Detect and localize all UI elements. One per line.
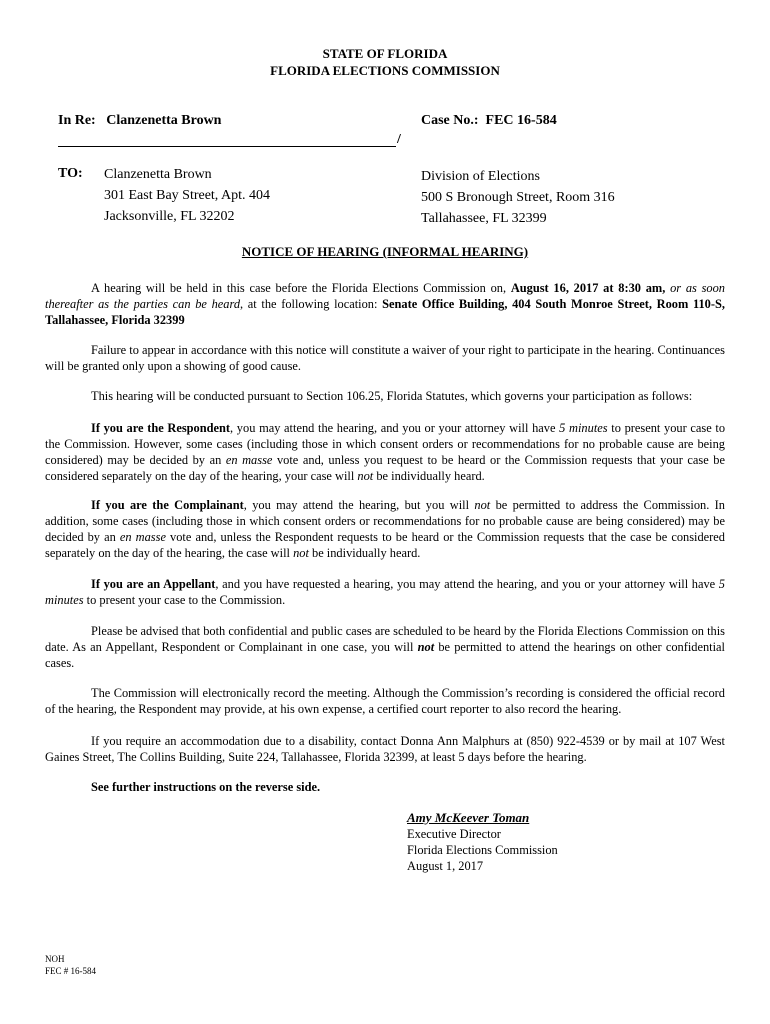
signature-date: August 1, 2017 (407, 859, 484, 873)
p4-text-b: to present your case to the Commission. However, some cases (including those in which consent orders or recommendations for no probable cause are being considered) may be decided by an (45, 421, 726, 467)
footer-line1: NOH (45, 954, 65, 964)
paragraph-complainant (45, 497, 725, 561)
hearing-location: Senate Office Building, 404 South Monroe Street, Room 110-S, Tallahassee, Florida 32399 (45, 297, 725, 327)
p5-not-1: not (474, 498, 491, 512)
case-label: Case No.: (421, 113, 479, 128)
p4-not: not (357, 469, 374, 483)
signer-title: Executive Director (407, 827, 501, 841)
signature-block (407, 810, 558, 874)
case-number-block (421, 113, 557, 129)
p4-en-masse: en masse (225, 453, 273, 467)
respondent-minutes: 5 minutes (559, 421, 608, 435)
to-label: TO: (58, 166, 83, 181)
in-re-name: Clanzenetta Brown (106, 113, 222, 128)
copy-address (421, 166, 615, 229)
signer-org: Florida Elections Commission (407, 843, 558, 857)
p9-text: If you require an accommodation due to a disability, contact Donna Ann Malphurs at (850) 922-4539 or by mail at 107 West Gaines Street, The Collins Building, Suite 224, Tallahassee, Florida 32399, at least 5 days before the hearing. (45, 734, 725, 764)
copy-street: 500 S Bronough Street, Room 316 (421, 190, 615, 205)
caption-rule (58, 146, 396, 147)
p7-text-a: Please be advised that both confidential and public cases are scheduled to be heard by the Florida Elections Commission on this date. As an Appellant, Respondent or Complainant in one case, you will (45, 624, 725, 654)
p5-text-b: be permitted to address the Commission. In addition, some cases (including those in which consent orders or recommendations for no probable cause are being considered) may be decided by an (45, 498, 725, 544)
paragraph-hearing-date (45, 280, 725, 328)
p5-not-2: not (293, 546, 309, 560)
footer-line2: FEC # 16-584 (45, 966, 97, 976)
footer (45, 953, 96, 977)
copy-city: Tallahassee, FL 32399 (421, 211, 547, 226)
appellant-minutes: 5 minutes (45, 577, 725, 607)
p6-text-b: to present your case to the Commission. (83, 593, 286, 607)
appellant-lead: If you are an Appellant (91, 577, 216, 591)
copy-name: Division of Elections (421, 169, 540, 184)
p4-text-d: be individually heard. (373, 469, 485, 483)
p8-text: The Commission will electronically record the meeting. Although the Commission’s recording is considered the official record of the hearing, the Respondent may provide, at his own expense, a certified court reporter to also record the hearing. (45, 686, 725, 716)
recipient-street: 301 East Bay Street, Apt. 404 (104, 188, 271, 203)
p2-text: Failure to appear in accordance with this notice will constitute a waiver of your right to participate in the hearing. Continuances will be granted only upon a showing of good cause. (45, 343, 725, 373)
paragraph-section-106 (45, 388, 725, 404)
signature: Amy McKeever Toman (407, 810, 530, 825)
caption-slash: / (397, 132, 401, 147)
in-re-block (58, 113, 221, 129)
p5-text-a: , you may attend the hearing, but you will (243, 498, 475, 512)
paragraph-failure-to-appear (45, 342, 725, 374)
p4-text-c: vote and, unless you request to be heard or the Commission requests that your case be considered separately on the day of the hearing, your case will (45, 453, 725, 483)
paragraph-reverse-side (45, 779, 725, 795)
p5-text-d: be individually heard. (308, 546, 421, 560)
p5-en-masse: en masse (119, 530, 166, 544)
case-number: FEC 16-584 (485, 113, 557, 128)
header-state: STATE OF FLORIDA (322, 46, 448, 61)
recipient-name: Clanzenetta Brown (104, 167, 212, 182)
hearing-date: August 16, 2017 at 8:30 am, (510, 281, 666, 295)
p6-text-a: , and you have requested a hearing, you may attend the hearing, and you or your attorney will have (215, 577, 719, 591)
complainant-lead: If you are the Complainant (91, 498, 244, 512)
p4-text-a: , you may attend the hearing, and you or your attorney will have (230, 421, 560, 435)
notice-title: NOTICE OF HEARING (INFORMAL HEARING) (241, 244, 529, 259)
paragraph-recording (45, 685, 725, 717)
recipient-city: Jacksonville, FL 32202 (104, 209, 235, 224)
p1-text-a: A hearing will be held in this case before the Florida Elections Commission on, (91, 281, 511, 295)
paragraph-accommodation (45, 733, 725, 765)
paragraph-confidential (45, 623, 725, 671)
respondent-lead: If you are the Respondent (91, 421, 231, 435)
recipient-address (104, 164, 270, 227)
paragraph-respondent (45, 420, 725, 484)
p10-text: See further instructions on the reverse side. (91, 780, 321, 794)
p3-text: This hearing will be conducted pursuant to Section 106.25, Florida Statutes, which governs your participation as follows: (91, 389, 693, 403)
p1-text-c: , at the following location: (240, 297, 383, 311)
paragraph-appellant (45, 576, 725, 608)
p7-not: not (417, 640, 435, 654)
header-commission: FLORIDA ELECTIONS COMMISSION (270, 63, 500, 78)
in-re-label: In Re: (58, 113, 96, 128)
p1-text-b: or as soon thereafter as the parties can be heard (45, 281, 725, 311)
p5-text-c: vote and, unless the Respondent requests to be heard or the Commission requests that the case be considered separately on the day of the hearing, the case will (45, 530, 725, 560)
p7-text-b: be permitted to attend the hearings on other confidential cases. (45, 640, 725, 670)
